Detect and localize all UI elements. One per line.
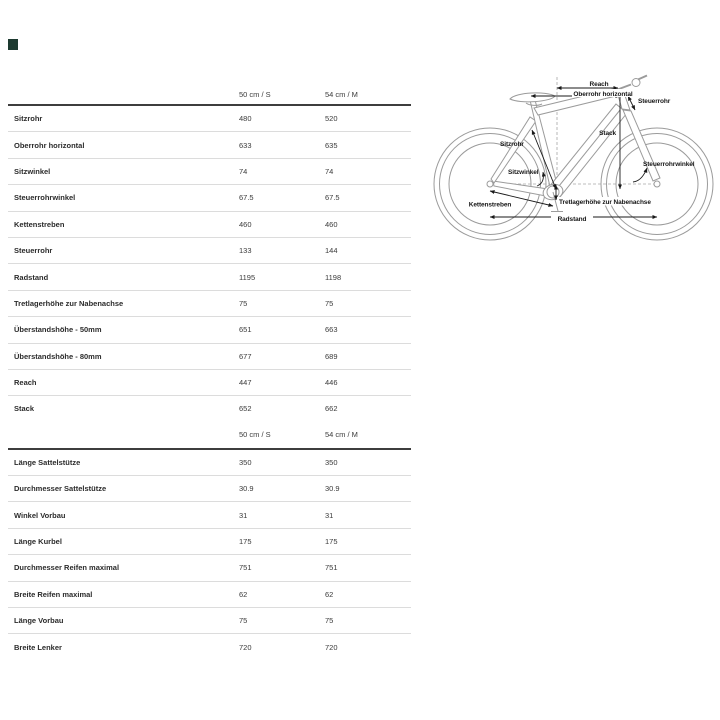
headangle-arc — [633, 168, 647, 182]
table-row — [8, 396, 411, 421]
value-s: 133 — [239, 246, 252, 256]
row-label: Überstandshöhe - 50mm — [14, 325, 102, 335]
table-row — [8, 555, 411, 581]
row-label: Sitzwinkel — [14, 166, 51, 176]
geometry-table — [8, 84, 411, 660]
row-label: Kettenstreben — [14, 219, 65, 229]
value-m: 350 — [325, 457, 338, 467]
row-label: Breite Reifen maximal — [14, 589, 93, 599]
header-size-m: 54 cm / M — [325, 89, 358, 99]
value-m: 446 — [325, 378, 338, 388]
row-label: Reach — [14, 378, 37, 388]
value-s: 175 — [239, 537, 252, 547]
bb-height-label: Tretlagerhöhe zur Nabenachse — [559, 199, 651, 206]
value-s: 460 — [239, 219, 252, 229]
headtube-label: Steuerrohr — [638, 98, 671, 105]
value-m: 663 — [325, 325, 338, 335]
value-m: 75 — [325, 616, 334, 626]
bike-diagram-svg — [430, 60, 720, 250]
value-s: 651 — [239, 325, 252, 335]
headangle-label: Steuerrohrwinkel — [643, 161, 695, 168]
wheelbase-label: Radstand — [557, 216, 587, 223]
value-m: 662 — [325, 404, 338, 414]
row-label: Länge Kurbel — [14, 537, 62, 547]
header-size-s: 50 cm / S — [239, 430, 271, 440]
row-label: Länge Vorbau — [14, 616, 64, 626]
row-label: Radstand — [14, 272, 49, 282]
value-m: 75 — [325, 298, 334, 308]
header-size-s: 50 cm / S — [239, 89, 271, 99]
bike-geometry-diagram — [430, 60, 720, 250]
value-s: 633 — [239, 140, 252, 150]
table-row — [8, 450, 411, 476]
row-label: Winkel Vorbau — [14, 510, 66, 520]
value-m: 67.5 — [325, 193, 340, 203]
value-s: 652 — [239, 404, 252, 414]
table-rows-components — [8, 450, 411, 660]
table-row — [8, 185, 411, 211]
table-header — [8, 84, 411, 106]
value-m: 460 — [325, 219, 338, 229]
table-row — [8, 264, 411, 290]
row-label: Oberrohr horizontal — [14, 140, 85, 150]
value-s: 75 — [239, 298, 248, 308]
table-row — [8, 291, 411, 317]
value-s: 447 — [239, 378, 252, 388]
value-s: 62 — [239, 589, 248, 599]
table-row — [8, 634, 411, 659]
table-row — [8, 502, 411, 528]
table-row — [8, 159, 411, 185]
value-s: 67.5 — [239, 193, 254, 203]
table-row — [8, 106, 411, 132]
chainstay-label: Kettenstreben — [468, 201, 512, 209]
row-label: Sitzrohr — [14, 114, 43, 124]
row-label: Steuerrohr — [14, 246, 53, 256]
value-m: 31 — [325, 510, 334, 520]
value-m: 751 — [325, 563, 338, 573]
seatangle-label: Sitzwinkel — [508, 169, 539, 176]
value-s: 677 — [239, 351, 252, 361]
table-row — [8, 132, 411, 158]
value-s: 480 — [239, 114, 252, 124]
value-m: 520 — [325, 114, 338, 124]
stack-label: Stack — [599, 130, 616, 137]
value-s: 1195 — [239, 272, 256, 282]
row-label: Durchmesser Reifen maximal — [14, 563, 120, 573]
value-s: 30.9 — [239, 484, 254, 494]
table-row — [8, 529, 411, 555]
table-section-frame — [8, 84, 411, 422]
table-row — [8, 344, 411, 370]
table-row — [8, 476, 411, 502]
toptube-label: Oberrohr horizontal — [573, 91, 633, 98]
table-row — [8, 238, 411, 264]
row-label: Durchmesser Sattelstütze — [14, 484, 107, 494]
value-m: 635 — [325, 140, 338, 150]
table-section-components — [8, 422, 411, 660]
seattube-label: Sitzrohr — [500, 141, 524, 148]
value-m: 30.9 — [325, 484, 340, 494]
value-s: 751 — [239, 563, 252, 573]
value-s: 31 — [239, 510, 248, 520]
row-label: Stack — [14, 404, 35, 414]
value-m: 689 — [325, 351, 338, 361]
row-label: Länge Sattelstütze — [14, 457, 81, 467]
reach-label: Reach — [589, 81, 609, 88]
table-row — [8, 608, 411, 634]
value-m: 175 — [325, 537, 338, 547]
row-label: Steuerrohrwinkel — [14, 193, 76, 203]
handlebar-icon — [619, 76, 647, 90]
value-m: 144 — [325, 246, 338, 256]
table-row — [8, 370, 411, 396]
value-s: 720 — [239, 642, 252, 652]
table-row — [8, 317, 411, 343]
value-s: 75 — [239, 616, 248, 626]
value-s: 74 — [239, 166, 248, 176]
value-m: 720 — [325, 642, 338, 652]
row-label: Tretlagerhöhe zur Nabenachse — [14, 298, 124, 308]
table-header — [8, 422, 411, 450]
header-size-m: 54 cm / M — [325, 430, 358, 440]
color-swatch — [8, 39, 18, 50]
table-row — [8, 212, 411, 238]
table-rows-frame — [8, 106, 411, 422]
row-label: Breite Lenker — [14, 642, 62, 652]
value-m: 1198 — [325, 272, 342, 282]
row-label: Überstandshöhe - 80mm — [14, 351, 102, 361]
table-row — [8, 582, 411, 608]
value-m: 62 — [325, 589, 334, 599]
value-s: 350 — [239, 457, 252, 467]
value-m: 74 — [325, 166, 334, 176]
